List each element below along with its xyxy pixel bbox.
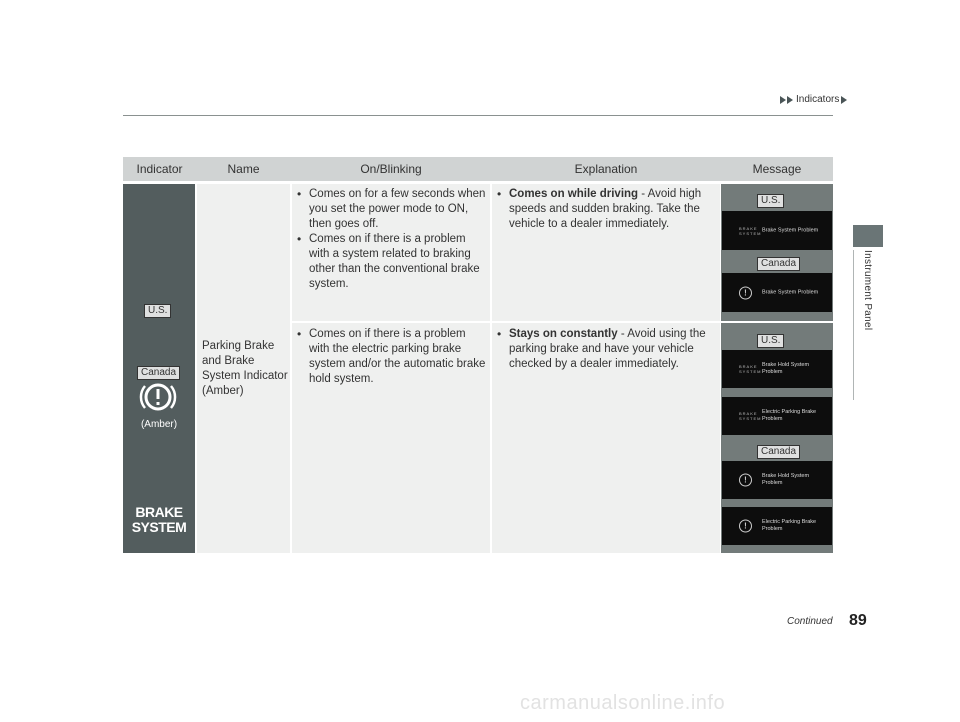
list-item: • Comes on if there is a problem with the electric parking brake system and/or the automatic brake hold system. [296, 327, 486, 387]
breadcrumb[interactable] [780, 94, 848, 105]
table-header [123, 157, 833, 181]
message-screen [722, 461, 832, 499]
section-tab-marker [853, 225, 883, 247]
message-text: Brake Hold System Problem [762, 362, 810, 375]
message-text: Brake System Problem [762, 227, 819, 233]
canada-region-tag: Canada [757, 445, 800, 459]
col-on-blinking: On/Blinking [360, 162, 422, 176]
message-screen [722, 350, 832, 388]
page-number: 89 [849, 612, 867, 629]
list-item: • Comes on for a few seconds when you set the power mode to ON, then goes off. [296, 187, 486, 232]
section-tab-rule [853, 250, 854, 400]
explanation-bold: Comes on while driving [509, 188, 639, 200]
col-message: Message [752, 162, 802, 176]
message-text: Electric Parking Brake Problem [762, 519, 817, 532]
message-screen [722, 397, 832, 435]
brake-system-icon [123, 505, 195, 535]
explanation-cell-row-2 [492, 323, 720, 553]
message-screen [722, 507, 832, 545]
explanation-bold: Stays on constantly [509, 328, 618, 340]
brake-system-line2: SYSTEM [131, 519, 187, 535]
breadcrumb-arrow-icon [787, 96, 793, 104]
explanation-cell-row-1 [492, 184, 720, 321]
us-region-tag: U.S. [757, 334, 784, 348]
warning-mini-icon: ! [739, 520, 752, 533]
section-tab-label: Instrument Panel [862, 250, 873, 331]
on-blinking-cell-row-2 [292, 323, 490, 553]
message-text: Electric Parking Brake Problem [762, 409, 817, 422]
indicator-name: Parking Brake and Brake System Indicator (Amber) [202, 340, 288, 397]
watermark: carmanualsonline.info [520, 692, 726, 714]
brake-warning-icon [139, 379, 177, 415]
header-rule [123, 115, 833, 116]
col-indicator: Indicator [136, 162, 183, 176]
continued-label: Continued [787, 616, 833, 627]
breadcrumb-arrow-icon [780, 96, 786, 104]
message-text: Brake Hold System Problem [762, 473, 810, 486]
breadcrumb-arrow-icon [841, 96, 847, 104]
brake-system-mini-icon: BRAKE SYSTEM [739, 364, 762, 374]
indicator-cell [123, 184, 195, 553]
brake-system-line1: BRAKE [135, 504, 183, 520]
on-blinking-cell-row-1 [292, 184, 490, 321]
col-explanation: Explanation [574, 162, 638, 176]
explanation-text: - Avoid using the parking brake and have your vehicle checked by a dealer immediately. [509, 328, 706, 370]
warning-mini-icon: ! [739, 286, 752, 299]
message-screen [722, 211, 832, 250]
us-region-tag: U.S. [144, 304, 171, 318]
list-item [496, 327, 716, 372]
brake-system-mini-icon: BRAKE SYSTEM [739, 225, 762, 236]
message-cell-row-1 [721, 184, 833, 321]
explanation-text: - Avoid high speeds and sudden braking. Take the vehicle to a dealer immediately. [509, 188, 702, 230]
col-name: Name [227, 162, 260, 176]
breadcrumb-label: Indicators [796, 94, 840, 105]
list-item [496, 187, 716, 232]
warning-mini-icon: ! [739, 474, 752, 487]
message-cell-row-2 [721, 323, 833, 553]
message-screen [722, 273, 832, 312]
canada-region-tag: Canada [757, 257, 800, 271]
amber-label: (Amber) [140, 419, 178, 430]
list-item: • Comes on if there is a problem with a system related to braking other than the conventional brake system. [296, 232, 486, 292]
name-cell [197, 184, 290, 553]
message-text: Brake System Problem [762, 289, 819, 295]
canada-region-tag: Canada [137, 366, 180, 380]
us-region-tag: U.S. [757, 194, 784, 208]
brake-system-mini-icon: BRAKE SYSTEM [739, 411, 762, 421]
